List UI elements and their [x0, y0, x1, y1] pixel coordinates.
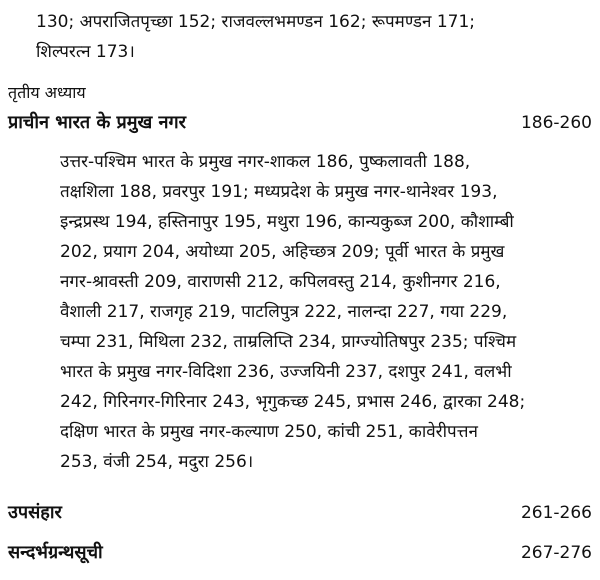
- section-body-line: 253, वंजी 254, मदुरा 256।: [60, 452, 254, 472]
- continuation-line: शिल्परत्न 173।: [36, 42, 135, 62]
- section-title-conclusion: उपसंहार: [8, 502, 62, 523]
- section-body-line: भारत के प्रमुख नगर-विदिशा 236, उज्जयिनी 237, दशपुर 241, वलभी: [60, 362, 512, 382]
- section-body-line: उत्तर-पश्चिम भारत के प्रमुख नगर-शाकल 186, पुष्कलावती 188,: [60, 152, 471, 172]
- section-body-line: तक्षशिला 188, प्रवरपुर 191; मध्यप्रदेश के प्रमुख नगर-थानेश्वर 193,: [60, 182, 498, 202]
- section-body-line: नगर-श्रावस्ती 209, वाराणसी 212, कपिलवस्तु 214, कुशीनगर 216,: [60, 272, 501, 292]
- section-body-line: इन्द्रप्रस्थ 194, हस्तिनापुर 195, मथुरा 196, कान्यकुब्ज 200, कौशाम्बी: [60, 212, 514, 232]
- chapter-label: तृतीय अध्याय: [8, 83, 86, 102]
- section-title-ancient-cities: प्राचीन भारत के प्रमुख नगर: [8, 112, 187, 133]
- section-body-line: 242, गिरिनगर-गिरिनार 243, भृगुकच्छ 245, प्रभास 246, द्वारका 248;: [60, 392, 526, 412]
- section-body-line: वैशाली 217, राजगृह 219, पाटलिपुत्र 222, नालन्दा 227, गया 229,: [60, 302, 508, 322]
- section-body-line: दक्षिण भारत के प्रमुख नगर-कल्याण 250, कांची 251, कावेरीपत्तन: [60, 422, 478, 442]
- section-pages-ancient-cities: 186-260: [520, 113, 592, 133]
- section-body-line: 202, प्रयाग 204, अयोध्या 205, अहिच्छत्र 209; पूर्वी भारत के प्रमुख: [60, 242, 505, 262]
- section-pages-bibliography: 267-276: [520, 543, 592, 563]
- section-body-line: चम्पा 231, मिथिला 232, ताम्रलिप्ति 234, प्राग्ज्योतिषपुर 235; पश्चिम: [60, 332, 517, 352]
- section-title-bibliography: सन्दर्भग्रन्थसूची: [8, 542, 103, 563]
- section-pages-conclusion: 261-266: [520, 503, 592, 523]
- continuation-line: 130; अपराजितपृच्छा 152; राजवल्लभमण्डन 162; रूपमण्डन 171;: [36, 12, 476, 32]
